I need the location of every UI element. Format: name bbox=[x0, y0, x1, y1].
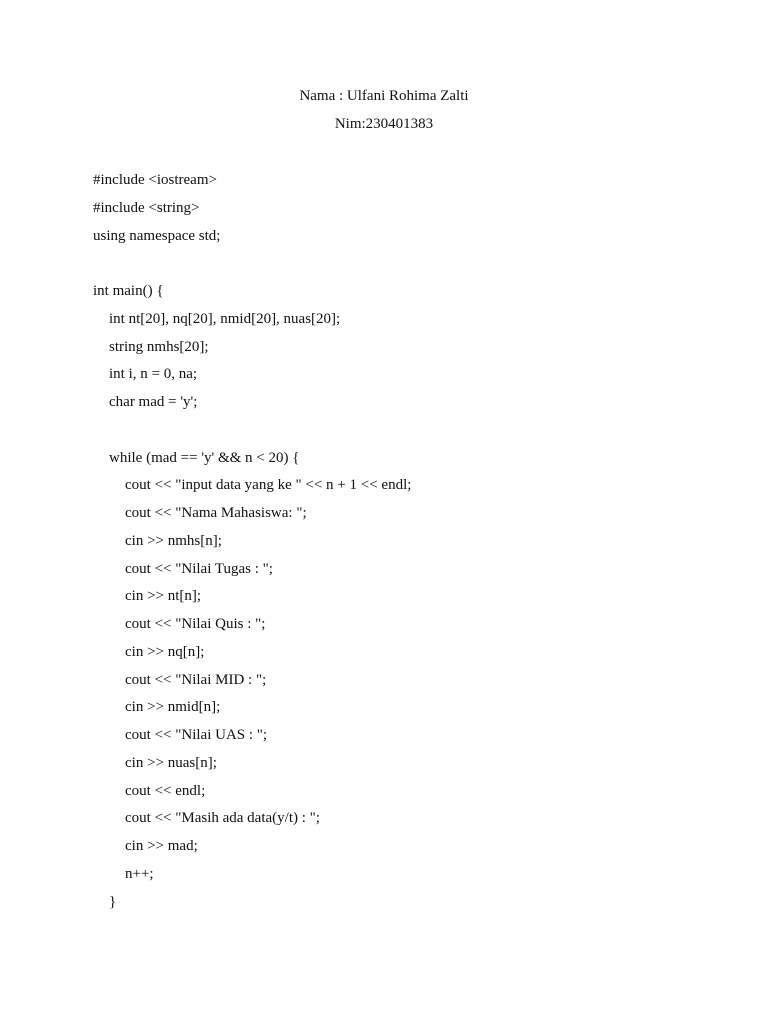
code-line: } bbox=[109, 893, 117, 910]
code-line: int main() { bbox=[93, 283, 164, 299]
code-line: cin >> nt[n]; bbox=[125, 588, 202, 605]
code-line: cout << "Nilai Tugas : "; bbox=[125, 560, 273, 577]
code-line: cout << "Masih ada data(y/t) : "; bbox=[125, 810, 320, 827]
code-line: while (mad == 'y' && n < 20) { bbox=[109, 449, 300, 466]
code-line: #include <iostream> bbox=[93, 172, 217, 188]
code-line: int nt[20], nq[20], nmid[20], nuas[20]; bbox=[109, 310, 341, 327]
code-line: cout << "Nilai MID : "; bbox=[125, 671, 267, 688]
code-line: cout << "Nilai UAS : "; bbox=[125, 727, 268, 743]
code-line: char mad = 'y'; bbox=[109, 394, 198, 410]
code-line: cin >> nmid[n]; bbox=[125, 699, 221, 716]
student-name-heading: Nama : Ulfani Rohima Zalti bbox=[299, 88, 469, 104]
code-line: n++; bbox=[125, 865, 154, 882]
code-line: cin >> nuas[n]; bbox=[125, 754, 217, 771]
code-line: #include <string> bbox=[93, 199, 200, 216]
code-line: int i, n = 0, na; bbox=[109, 366, 198, 383]
code-line: cout << "input data yang ke " << n + 1 << endl; bbox=[125, 477, 412, 494]
code-line: using namespace std; bbox=[93, 227, 221, 244]
student-nim-heading: Nim:230401383 bbox=[334, 116, 434, 132]
code-line: cout << endl; bbox=[125, 782, 206, 799]
code-line: cin >> nq[n]; bbox=[125, 643, 205, 660]
code-line: cin >> nmhs[n]; bbox=[125, 532, 222, 549]
code-line: cin >> mad; bbox=[125, 838, 198, 854]
code-line: cout << "Nama Mahasiswa: "; bbox=[125, 505, 307, 521]
code-line: string nmhs[20]; bbox=[109, 338, 209, 355]
code-line: cout << "Nilai Quis : "; bbox=[125, 616, 266, 632]
